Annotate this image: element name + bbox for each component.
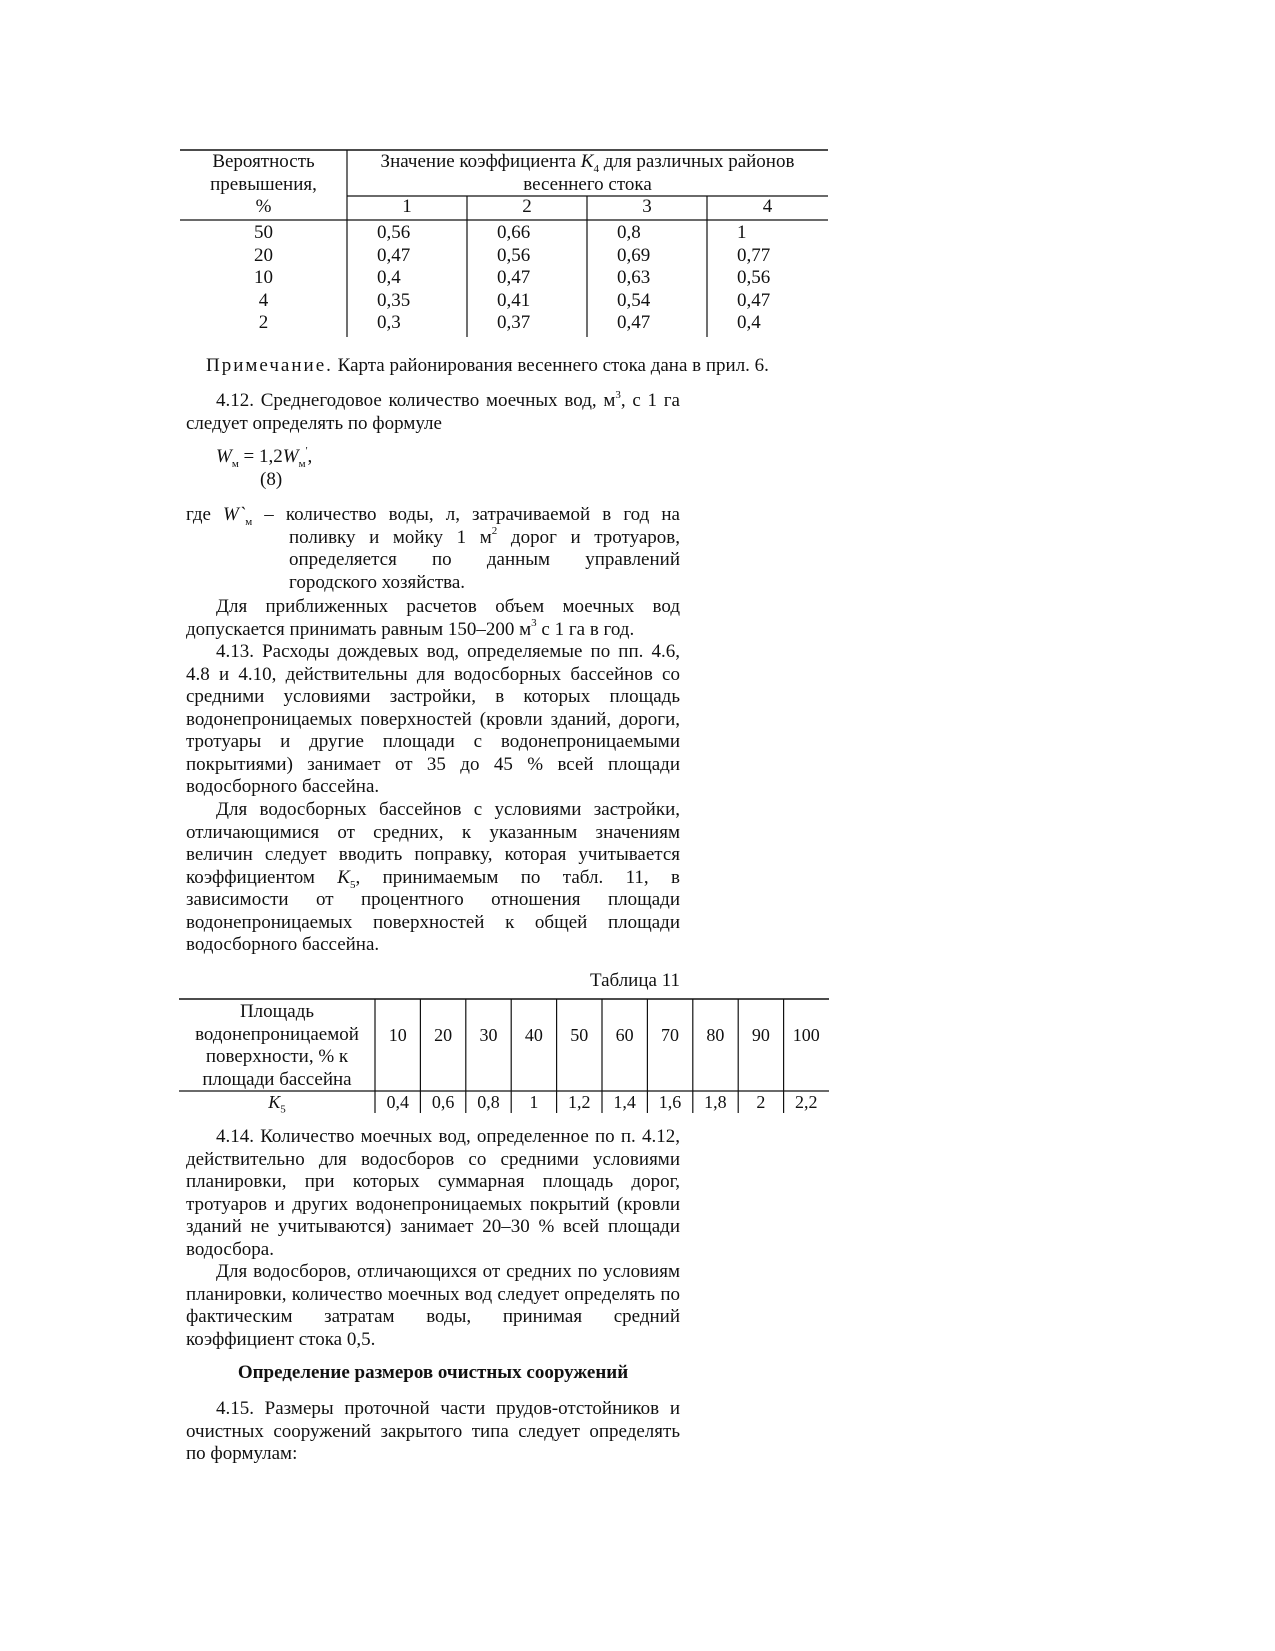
where-text-a: – количество воды, л, затрачиваемой в год на поливку и мойку 1 м bbox=[252, 504, 680, 548]
table11-label-line2: водонепроницаемой bbox=[195, 1023, 359, 1045]
formula8-rhs-sub: м bbox=[298, 457, 306, 470]
table1-value-cell: 1 bbox=[737, 222, 747, 243]
table11-percent-cell: 30 bbox=[479, 1025, 498, 1045]
formula8-eq: = 1,2 bbox=[238, 446, 283, 467]
table1-col-2: 2 bbox=[522, 196, 532, 217]
table11-percent-cell: 60 bbox=[615, 1025, 634, 1045]
table1-col-4: 4 bbox=[762, 196, 773, 217]
table1-value-cell: 0,4 bbox=[377, 267, 401, 288]
p413b-text-b: , принимаемым по табл. 11, в зависимости от процентного отношения площади водонепроницаемых поверхностей к общей площади водосборного бассейна. bbox=[186, 866, 680, 955]
table11-value-cell: 1,6 bbox=[658, 1092, 682, 1112]
table1-value-cell: 0,54 bbox=[617, 289, 651, 311]
where-text-b: дорог и тротуаров, определяется по данным управлений городского хозяйства. bbox=[289, 526, 680, 593]
where-sup: 2 bbox=[491, 525, 498, 538]
table1-col-3: 3 bbox=[642, 196, 652, 217]
formula8-tail: , bbox=[307, 446, 313, 467]
table1-value-cell: 0,4 bbox=[737, 312, 761, 333]
where-w: W` bbox=[223, 504, 246, 525]
approx-text-a: Для приближенных расчетов объем моечных вод допускается принимать равным 150–200 м bbox=[186, 596, 680, 640]
table11-percent-cell: 90 bbox=[751, 1025, 770, 1045]
table11-percent-cell: 100 bbox=[792, 1025, 820, 1045]
table1-value-cell: 0,35 bbox=[377, 289, 411, 311]
note-text: Карта районирования весеннего стока дана в прил. 6. bbox=[332, 355, 769, 376]
table1-header-text-post: для различных районов bbox=[598, 151, 795, 172]
formula8-rhs-sup: ' bbox=[305, 444, 308, 457]
table1-header-k: K bbox=[580, 151, 594, 172]
p413b-k: K bbox=[337, 866, 350, 888]
table11-value-cell: 0,4 bbox=[386, 1092, 409, 1112]
table11-label-line1: Площадь bbox=[239, 1001, 315, 1022]
note-label: Примечание. bbox=[206, 355, 333, 376]
table1-probability-cell: 10 bbox=[254, 267, 273, 288]
table1-value-cell: 0,47 bbox=[617, 312, 651, 333]
table1-value-cell: 0,3 bbox=[377, 312, 401, 333]
table1-header-k-sub: 4 bbox=[593, 162, 599, 175]
table1-value-cell: 0,47 bbox=[377, 244, 411, 266]
table1-value-cell: 0,69 bbox=[617, 244, 651, 266]
table1-value-cell: 0,41 bbox=[497, 289, 531, 311]
table11-k-sub: 5 bbox=[280, 1103, 286, 1116]
formula8-lhs-sub: м bbox=[231, 457, 239, 470]
paragraph-4-14: 4.14. Количество моечных вод, определенное по п. 4.12, действительно для водосборов со средними условиями планировки, при которых суммарная площадь дорог, тротуаров и других водонепроницаемых покрытий (кровли зданий не учитываются) занимает 20–30 % всей площади водосбора. bbox=[186, 1126, 680, 1260]
table11-percent-cell: 80 bbox=[706, 1025, 725, 1045]
table11-percent-row bbox=[375, 1024, 829, 1047]
table11-value-cell: 0,6 bbox=[431, 1092, 455, 1112]
table1-value-cell: 0,66 bbox=[497, 222, 531, 243]
table1-header-left-line2: превышения, bbox=[210, 173, 317, 195]
table11-value-cell: 1,4 bbox=[613, 1092, 636, 1112]
formula8-lhs-w: W bbox=[216, 446, 232, 467]
table11-value-cell: 1 bbox=[529, 1092, 539, 1112]
p412-text-a: 4.12. Среднегодовое количество моечных вод, м bbox=[216, 390, 616, 411]
p413b-k-sub: 5 bbox=[349, 878, 356, 891]
table11-percent-cell: 20 bbox=[434, 1025, 453, 1045]
table11-value-cell: 2 bbox=[756, 1092, 766, 1112]
table1-value-cell: 0,37 bbox=[497, 312, 531, 333]
approx-text-b: с 1 га в год. bbox=[536, 618, 635, 640]
table1-value-cell: 0,47 bbox=[497, 267, 531, 288]
table1-col-1: 1 bbox=[402, 196, 412, 217]
table1-probability-cell: 50 bbox=[254, 222, 273, 243]
formula8-rhs-w: W bbox=[282, 446, 299, 467]
table1-header-left-line1: Вероятность bbox=[212, 151, 315, 172]
table11-value-cell: 1,2 bbox=[568, 1092, 591, 1112]
p412-sup: 3 bbox=[615, 388, 621, 401]
table11-percent-cell: 40 bbox=[524, 1025, 543, 1045]
table1-header-left-line3: % bbox=[255, 196, 272, 217]
table1-header-main-line2: весеннего стока bbox=[523, 173, 652, 195]
table1-probability-cell: 4 bbox=[258, 289, 269, 311]
table11-header-label bbox=[179, 1001, 375, 1091]
table1-value-cell: 0,77 bbox=[737, 244, 771, 266]
table1-probability-cell: 2 bbox=[258, 312, 269, 333]
table11-label-line3: поверхности, % к bbox=[205, 1046, 349, 1067]
section-heading: Определение размеров очистных сооружений bbox=[237, 1362, 629, 1383]
table1-value-cell: 0,56 bbox=[377, 222, 411, 243]
where-sub: м bbox=[245, 515, 253, 528]
table1-value-cell: 0,56 bbox=[497, 244, 531, 266]
table1-probability-cell: 20 bbox=[254, 244, 273, 266]
where-pre: где bbox=[186, 504, 224, 525]
paragraph-4-13: 4.13. Расходы дождевых вод, определяемые по пп. 4.6, 4.8 и 4.10, действительны для водосборных бассейнов со средними условиями застройки, в которых площадь водонепроницаемых поверхностей (кровли зданий, дороги, тротуары и другие площади с водонепроницаемыми покрытиями) занимает от 35 до 45 % всей площади водосборного бассейна. bbox=[186, 641, 680, 797]
formula-8-number: (8) bbox=[260, 469, 283, 490]
table11-percent-cell: 50 bbox=[570, 1025, 589, 1045]
paragraph-4-14-b: Для водосборов, отличающихся от средних по условиям планировки, количество моечных вод следует определять по фактическим затратам воды, принимая средний коэффициент стока 0,5. bbox=[186, 1261, 680, 1350]
table11-value-cell: 2,2 bbox=[794, 1092, 818, 1112]
table11-values-row bbox=[375, 1091, 829, 1114]
table11-value-cell: 1,8 bbox=[704, 1092, 727, 1112]
p413b-text-a: Для водосборных бассейнов с условиями застройки, отличающимися от средних, к указанным значениям величин следует вводить поправку, которая учитывается коэффициентом bbox=[186, 799, 680, 888]
table1-header-text: Значение коэффициента bbox=[380, 151, 581, 172]
table11-k5-label bbox=[179, 1091, 375, 1114]
table11-caption: Таблица 11 bbox=[589, 970, 680, 991]
table1-value-cell: 0,47 bbox=[737, 289, 771, 311]
paragraph-4-15: 4.15. Размеры проточной части прудов-отстойников и очистных сооружений закрытого типа следует определять по формулам: bbox=[186, 1398, 680, 1464]
table1-value-cell: 0,56 bbox=[737, 267, 771, 288]
p412-text-b: , с 1 га следует определять по формуле bbox=[186, 390, 680, 434]
table11-value-cell: 0,8 bbox=[477, 1092, 500, 1112]
table1-value-cell: 0,63 bbox=[617, 267, 651, 288]
approx-sup: 3 bbox=[531, 617, 537, 630]
table11-percent-cell: 70 bbox=[661, 1025, 680, 1045]
table1-value-cell: 0,8 bbox=[617, 222, 641, 243]
table11-k-label: K bbox=[268, 1092, 281, 1112]
table11-label-line4: площади бассейна bbox=[202, 1068, 352, 1090]
table11-percent-cell: 10 bbox=[388, 1025, 407, 1045]
